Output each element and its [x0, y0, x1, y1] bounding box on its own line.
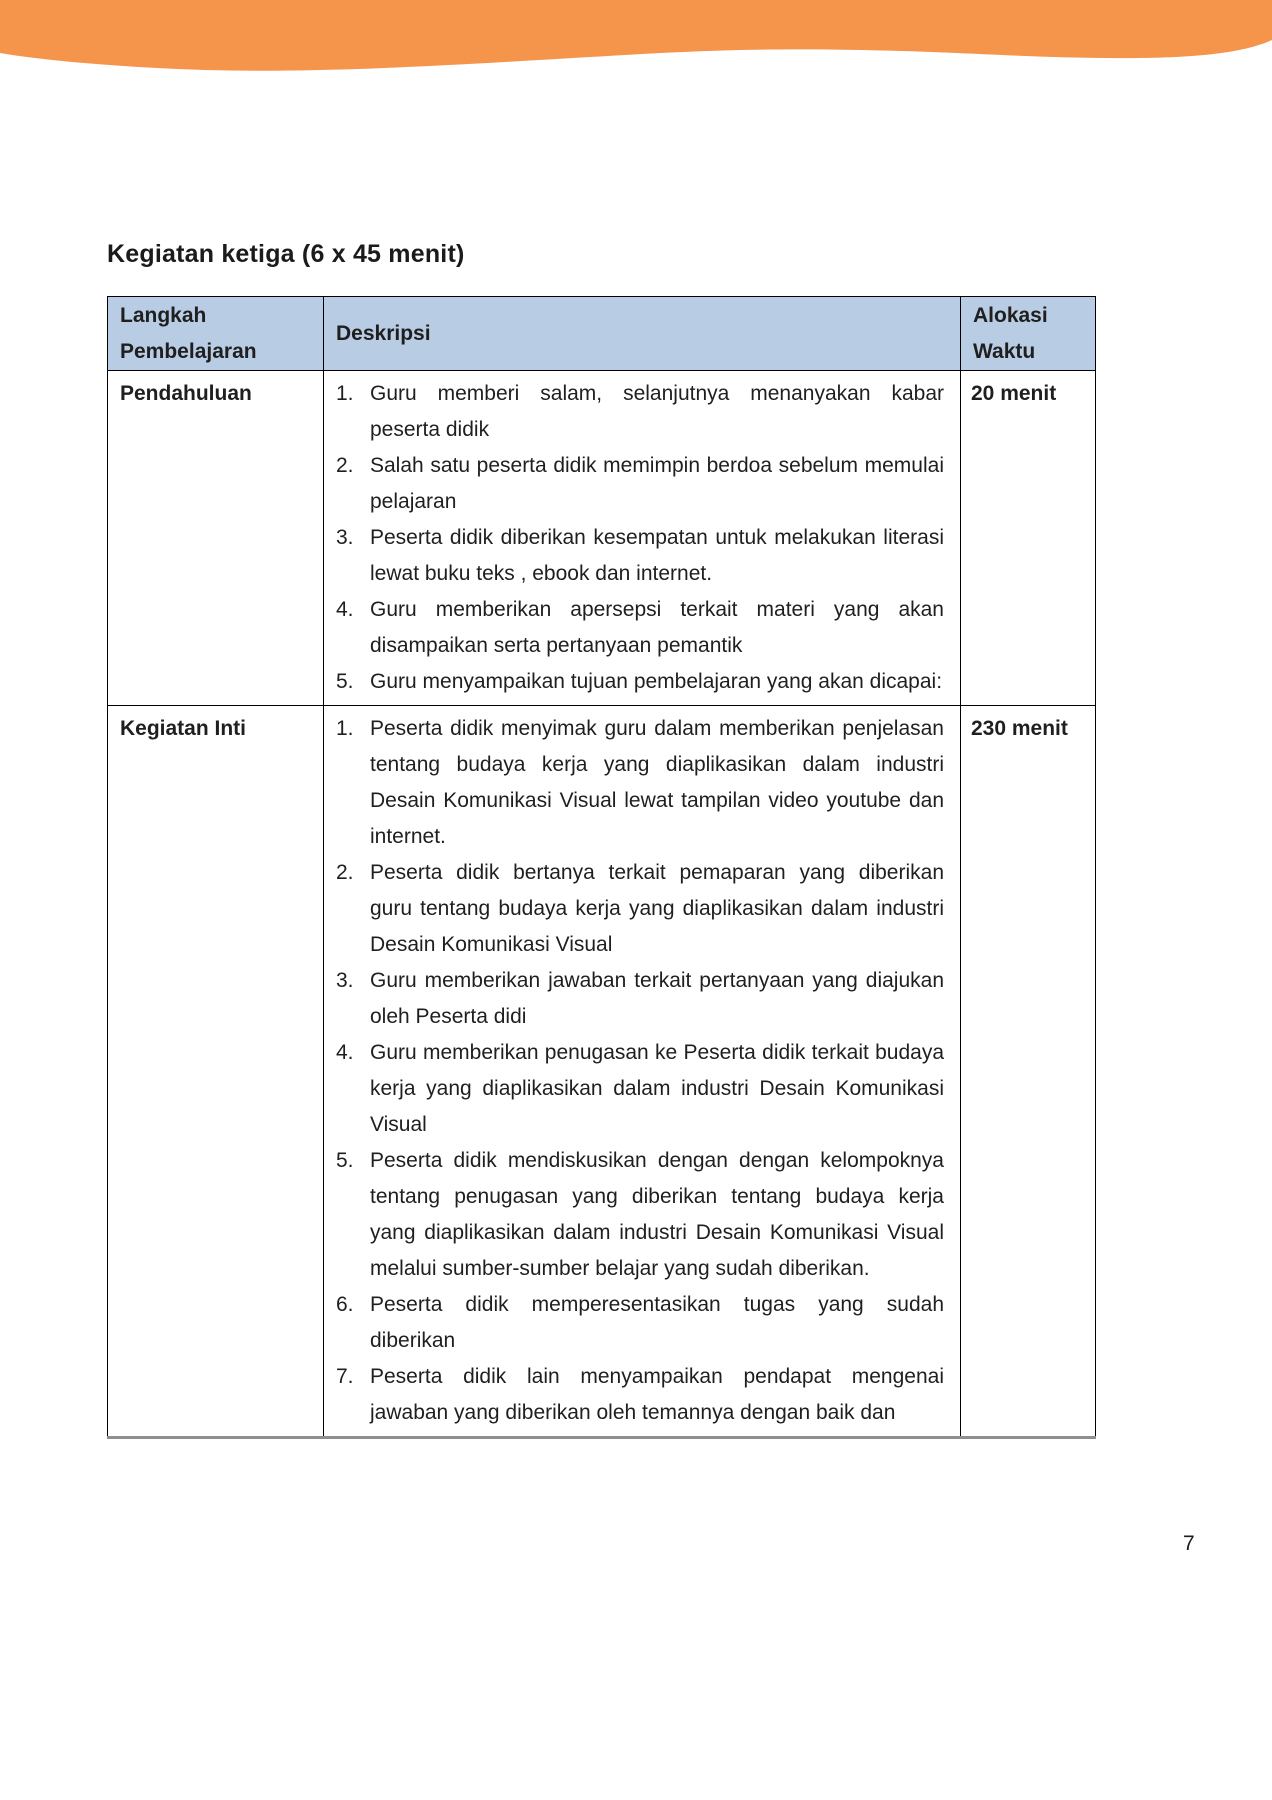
description-cell-kegiatan-inti: [324, 706, 961, 1438]
time-allocation-pendahuluan: 20 menit: [961, 371, 1096, 706]
list-item: [334, 376, 944, 448]
list-item-number: 3.: [336, 969, 354, 992]
list-item-number: 6.: [336, 1293, 354, 1316]
list-item-number: 7.: [336, 1365, 354, 1388]
stage-label-kegiatan-inti: Kegiatan Inti: [108, 706, 324, 1438]
list-item: [334, 520, 944, 592]
list-item-number: 1.: [336, 717, 354, 740]
list-item-number: 3.: [336, 526, 354, 549]
lesson-activity-table: [107, 296, 1096, 1439]
list-item: [334, 592, 944, 664]
list-item-number: 4.: [336, 598, 354, 621]
column-header-deskripsi: Deskripsi: [324, 297, 961, 371]
list-item: [334, 448, 944, 520]
list-item-text: Peserta didik diberikan kesempatan untuk melakukan literasi lewat buku teks , ebook dan internet.: [370, 526, 944, 585]
list-item-text: Guru memberikan jawaban terkait pertanyaan yang diajukan oleh Peserta didi: [370, 969, 944, 1028]
list-item-number: 2.: [336, 861, 354, 884]
list-item: [334, 1035, 944, 1143]
column-header-langkah-pembelajaran: Langkah Pembelajaran: [108, 297, 324, 371]
list-item: [334, 1359, 944, 1431]
list-item: [334, 855, 944, 963]
list-item: [334, 711, 944, 855]
description-cell-pendahuluan: [324, 371, 961, 706]
list-item: [334, 963, 944, 1035]
table-row-pendahuluan: [108, 371, 1096, 706]
list-item-text: Guru memberi salam, selanjutnya menanyakan kabar peserta didik: [370, 382, 944, 441]
list-item-number: 5.: [336, 1149, 354, 1172]
list-item-text: Peserta didik bertanya terkait pemaparan yang diberikan guru tentang budaya kerja yang diaplikasikan dalam industri Desain Komunikasi Visual: [370, 861, 944, 956]
page-number: 7: [1183, 1532, 1195, 1555]
list-item-text: Salah satu peserta didik memimpin berdoa sebelum memulai pelajaran: [370, 454, 944, 513]
table-header-row: [108, 297, 1096, 371]
list-item: [334, 1143, 944, 1287]
list-item-text: Guru memberikan penugasan ke Peserta didik terkait budaya kerja yang diaplikasikan dalam industri Desain Komunikasi Visual: [370, 1041, 944, 1136]
list-item-text: Peserta didik mendiskusikan dengan dengan kelompoknya tentang penugasan yang diberikan tentang budaya kerja yang diaplikasikan dalam industri Desain Komunikasi Visual melalui sumber-sumber belajar yang sudah diberikan.: [370, 1149, 944, 1280]
header-wave-decoration: [0, 0, 1272, 90]
list-item-text: Guru memberikan apersepsi terkait materi yang akan disampaikan serta pertanyaan pemantik: [370, 598, 944, 657]
list-item-number: 1.: [336, 382, 354, 405]
time-allocation-kegiatan-inti: 230 menit: [961, 706, 1096, 1438]
list-item-text: Guru menyampaikan tujuan pembelajaran yang akan dicapai:: [370, 670, 943, 693]
list-item-number: 2.: [336, 454, 354, 477]
list-item-number: 5.: [336, 670, 354, 693]
list-item-number: 4.: [336, 1041, 354, 1064]
list-item-text: Peserta didik menyimak guru dalam memberikan penjelasan tentang budaya kerja yang diaplikasikan dalam industri Desain Komunikasi Visual lewat tampilan video youtube dan internet.: [370, 717, 944, 848]
column-header-alokasi-waktu: Alokasi Waktu: [961, 297, 1096, 371]
page-title: Kegiatan ketiga (6 x 45 menit): [107, 240, 465, 268]
list-item: [334, 664, 944, 700]
table-row-kegiatan-inti: [108, 706, 1096, 1438]
list-item-text: Peserta didik lain menyampaikan pendapat mengenai jawaban yang diberikan oleh temannya dengan baik dan: [370, 1365, 944, 1424]
stage-label-pendahuluan: Pendahuluan: [108, 371, 324, 706]
list-item-text: Peserta didik memperesentasikan tugas yang sudah diberikan: [370, 1293, 944, 1352]
list-item: [334, 1287, 944, 1359]
